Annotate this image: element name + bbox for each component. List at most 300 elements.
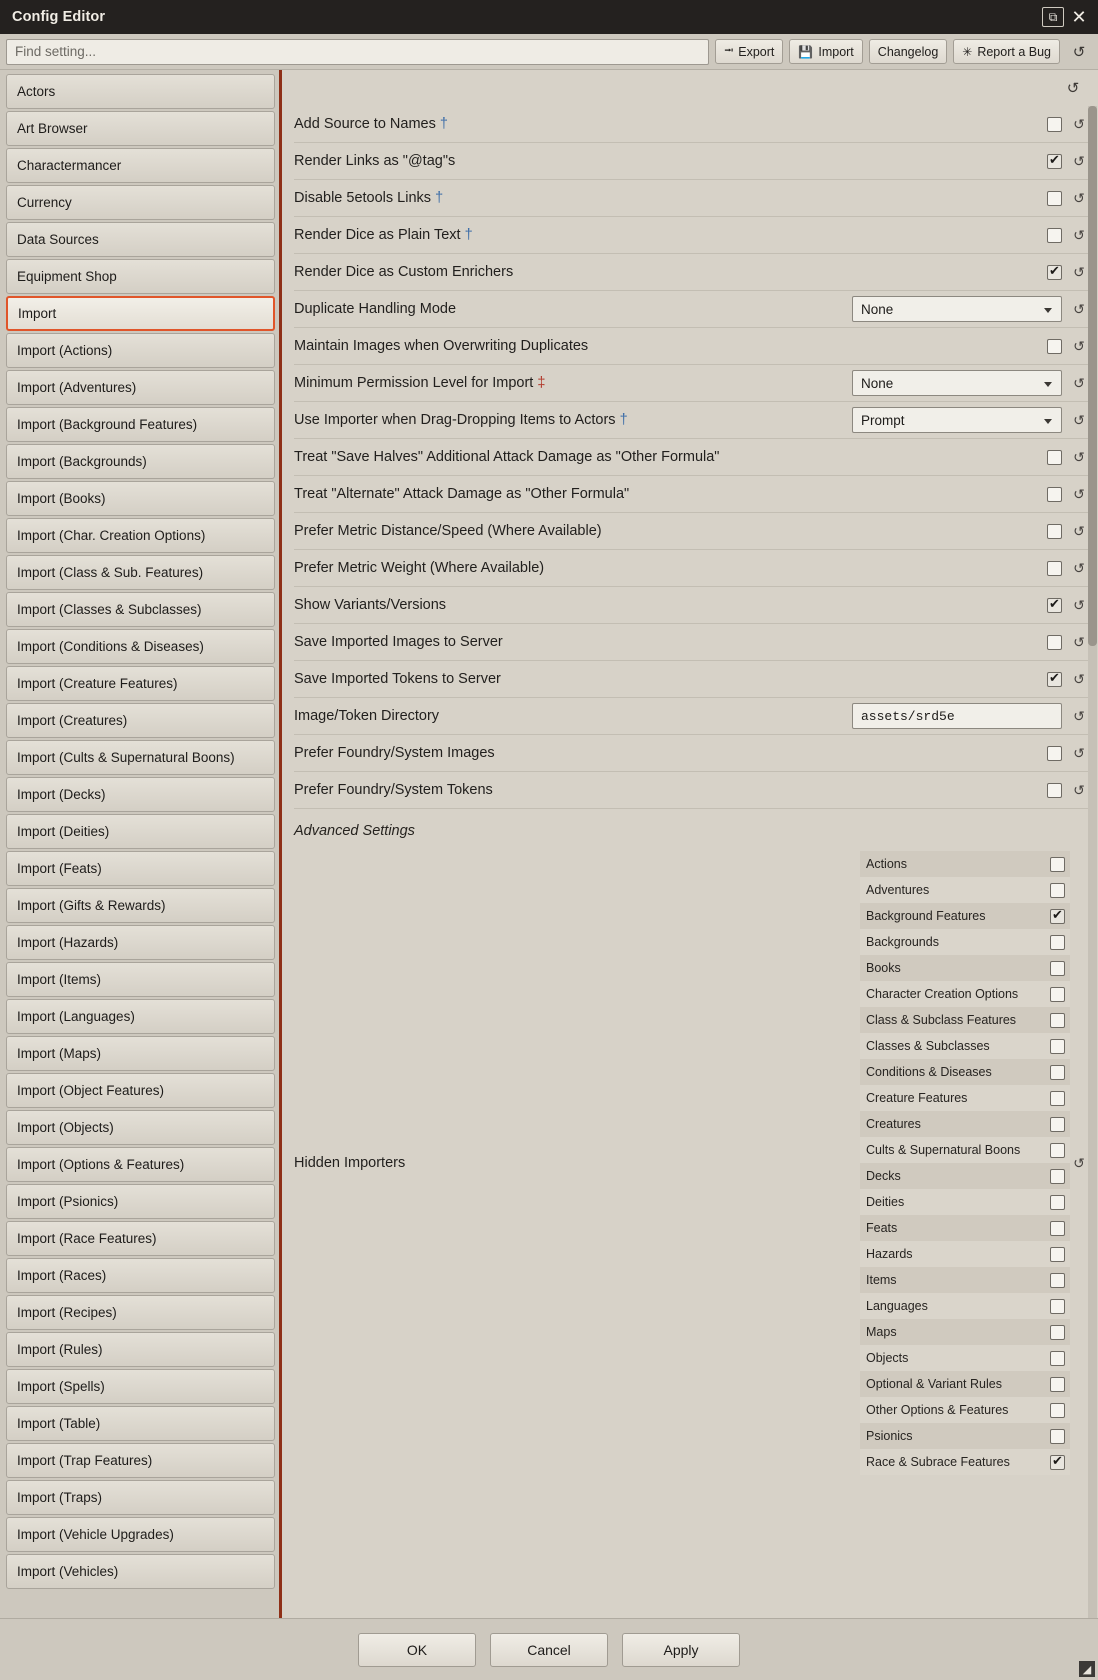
export-icon: ⭲: [724, 43, 734, 57]
hidden-importer-checkbox[interactable]: [1050, 1039, 1065, 1054]
setting-row: [294, 587, 1088, 624]
hidden-importer-checkbox[interactable]: [1050, 1169, 1065, 1184]
import-button[interactable]: [789, 39, 862, 64]
hidden-importer-checkbox[interactable]: [1050, 1195, 1065, 1210]
setting-control: [1047, 523, 1088, 540]
sidebar-item-import-vehicle-upgrades[interactable]: [6, 1517, 275, 1552]
sidebar-item-label: Import (Race Features): [17, 1231, 157, 1246]
hidden-importer-checkbox[interactable]: [1050, 1273, 1065, 1288]
setting-checkbox[interactable]: [1047, 561, 1062, 576]
setting-reset-icon[interactable]: ↺: [1073, 337, 1085, 354]
hidden-importer-row[interactable]: [860, 1449, 1070, 1475]
setting-checkbox[interactable]: [1047, 487, 1062, 502]
close-icon[interactable]: ✕: [1071, 6, 1087, 27]
setting-control: [1047, 449, 1088, 466]
setting-label-text: Add Source to Names: [294, 116, 436, 132]
setting-control: [1047, 486, 1088, 503]
hidden-importer-row[interactable]: [860, 1111, 1070, 1137]
setting-marker: ‡: [537, 375, 546, 391]
sidebar-item-label: Import (Items): [17, 972, 102, 987]
hidden-importer-checkbox[interactable]: [1050, 1299, 1065, 1314]
setting-dropdown-value: None: [861, 301, 894, 317]
sidebar-item-label: Import (Traps): [17, 1490, 103, 1505]
hidden-importer-label: Optional & Variant Rules: [866, 1377, 1002, 1391]
main-scrollbar[interactable]: [1088, 106, 1097, 1618]
changelog-button[interactable]: [869, 39, 947, 64]
sidebar-item-label: Equipment Shop: [17, 269, 117, 284]
setting-row: [294, 217, 1088, 254]
sidebar-item-import[interactable]: [6, 296, 275, 331]
setting-row: [294, 365, 1088, 402]
hidden-importer-checkbox[interactable]: [1050, 1065, 1065, 1080]
advanced-settings-heading: Advanced Settings: [294, 823, 415, 839]
setting-reset-icon[interactable]: ↺: [1073, 374, 1085, 391]
hidden-importer-checkbox[interactable]: [1050, 1455, 1065, 1470]
setting-label: [294, 375, 844, 391]
hidden-importer-label: Class & Subclass Features: [866, 1013, 1017, 1027]
sidebar-item-import-background-features[interactable]: [6, 407, 275, 442]
setting-control: [1047, 745, 1088, 762]
hidden-importer-checkbox[interactable]: [1050, 1143, 1065, 1158]
sidebar-item-import-actions[interactable]: [6, 333, 275, 368]
sidebar-item-import-backgrounds[interactable]: [6, 444, 275, 479]
sidebar-item-equipment-shop[interactable]: [6, 259, 275, 294]
hidden-importer-row[interactable]: [860, 1293, 1070, 1319]
sidebar-item-import-options-features[interactable]: [6, 1147, 275, 1182]
sidebar-item-import-vehicles[interactable]: [6, 1554, 275, 1589]
sidebar-item-label: Import (Vehicles): [17, 1564, 119, 1579]
sidebar-item-label: Import (Vehicle Upgrades): [17, 1527, 174, 1542]
hidden-importer-checkbox[interactable]: [1050, 935, 1065, 950]
settings-list: [294, 106, 1088, 809]
reset-section-icon[interactable]: ↺: [1066, 80, 1080, 97]
setting-row: [294, 513, 1088, 550]
bug-icon: ✳: [962, 44, 973, 59]
sidebar-item-label: Import (Char. Creation Options): [17, 528, 206, 543]
setting-label-text: Disable 5etools Links: [294, 190, 432, 206]
settings-panel: [282, 70, 1098, 1618]
hidden-importer-label: Conditions & Diseases: [866, 1065, 992, 1079]
main-scrollbar-thumb[interactable]: [1088, 106, 1097, 646]
sidebar-item-import-creatures[interactable]: [6, 703, 275, 738]
sidebar-item-label: Import (Conditions & Diseases): [17, 639, 204, 654]
sidebar-item-label: Import (Races): [17, 1268, 107, 1283]
setting-checkbox[interactable]: [1047, 191, 1062, 206]
hidden-importers-list[interactable]: [860, 851, 1070, 1475]
setting-label-text: Show Variants/Versions: [294, 597, 447, 613]
setting-checkbox[interactable]: [1047, 635, 1062, 650]
setting-label: [294, 597, 1039, 613]
setting-label: [294, 486, 1039, 502]
setting-checkbox[interactable]: [1047, 746, 1062, 761]
setting-reset-icon[interactable]: ↺: [1073, 411, 1085, 428]
sidebar-item-label: Import (Creatures): [17, 713, 128, 728]
sidebar-item-import-races[interactable]: [6, 1258, 275, 1293]
sidebar-item-label: Import (Adventures): [17, 380, 137, 395]
hidden-importer-checkbox[interactable]: [1050, 1221, 1065, 1236]
hidden-importers-setting: [294, 845, 1088, 1475]
setting-control: [1047, 782, 1088, 799]
setting-reset-icon[interactable]: ↺: [1073, 152, 1085, 169]
hidden-importer-label: Actions: [866, 857, 907, 871]
sidebar-item-import-spells[interactable]: [6, 1369, 275, 1404]
sidebar-item-label: Art Browser: [17, 121, 88, 136]
report-bug-label: Report a Bug: [977, 44, 1051, 59]
setting-reset-icon[interactable]: ↺: [1073, 522, 1085, 539]
sidebar-item-import-items[interactable]: [6, 962, 275, 997]
setting-row: [294, 735, 1088, 772]
hidden-importers-reset-icon[interactable]: ↺: [1073, 1154, 1085, 1171]
sidebar-item-import-traps[interactable]: [6, 1480, 275, 1515]
hidden-importer-row[interactable]: [860, 1345, 1070, 1371]
sidebar-item-import-recipes[interactable]: [6, 1295, 275, 1330]
hidden-importer-checkbox[interactable]: [1050, 1091, 1065, 1106]
sidebar-item-label: Import (Classes & Subclasses): [17, 602, 202, 617]
setting-label-text: Prefer Foundry/System Tokens: [294, 782, 493, 798]
setting-reset-icon[interactable]: ↺: [1073, 559, 1085, 576]
setting-control: [852, 703, 1088, 729]
sidebar-item-label: Import (Books): [17, 491, 106, 506]
sidebar-item-label: Import (Psionics): [17, 1194, 119, 1209]
setting-control: [1047, 597, 1088, 614]
hidden-importer-row[interactable]: [860, 1007, 1070, 1033]
sidebar-item-label: Import (Decks): [17, 787, 106, 802]
sidebar-item-label: Charactermancer: [17, 158, 122, 173]
hidden-importer-label: Background Features: [866, 909, 986, 923]
setting-marker: †: [619, 412, 628, 428]
setting-label: [294, 338, 1039, 354]
sidebar-item-label: Import (Backgrounds): [17, 454, 147, 469]
setting-marker: †: [439, 116, 448, 132]
hidden-importer-row[interactable]: [860, 1137, 1070, 1163]
sidebar-item-import-gifts-rewards[interactable]: [6, 888, 275, 923]
setting-row: [294, 180, 1088, 217]
hidden-importer-label: Maps: [866, 1325, 897, 1339]
sidebar-item-import-conditions-diseases[interactable]: [6, 629, 275, 664]
sidebar-item-import-race-features[interactable]: [6, 1221, 275, 1256]
setting-dropdown[interactable]: [852, 370, 1062, 396]
setting-row: [294, 661, 1088, 698]
hidden-importer-row[interactable]: [860, 955, 1070, 981]
cancel-button[interactable]: [490, 1633, 608, 1667]
sidebar-item-import-object-features[interactable]: [6, 1073, 275, 1108]
panel-header: [294, 70, 1088, 106]
setting-reset-icon[interactable]: ↺: [1073, 448, 1085, 465]
setting-label: [294, 745, 1039, 761]
hidden-importer-label: Objects: [866, 1351, 909, 1365]
setting-row: [294, 106, 1088, 143]
setting-row: [294, 550, 1088, 587]
sidebar-item-label: Import (Gifts & Rewards): [17, 898, 166, 913]
sidebar-item-label: Import (Hazards): [17, 935, 119, 950]
changelog-label: Changelog: [877, 44, 939, 59]
sidebar-item-import-languages[interactable]: [6, 999, 275, 1034]
sidebar-item-label: Import (Recipes): [17, 1305, 117, 1320]
sidebar-item-import-classes-subclasses[interactable]: [6, 592, 275, 627]
hidden-importer-checkbox[interactable]: [1050, 987, 1065, 1002]
setting-label-text: Prefer Foundry/System Images: [294, 745, 495, 761]
hidden-importer-checkbox[interactable]: [1050, 1351, 1065, 1366]
sidebar-item-label: Import (Creature Features): [17, 676, 178, 691]
hidden-importer-label: Items: [866, 1273, 897, 1287]
sidebar-item-import-creature-features[interactable]: [6, 666, 275, 701]
sidebar-item-import-deities[interactable]: [6, 814, 275, 849]
reset-all-icon[interactable]: ↺: [1072, 43, 1086, 61]
setting-control: [1047, 671, 1088, 688]
setting-label-text: Save Imported Images to Server: [294, 634, 503, 650]
sidebar-item-currency[interactable]: [6, 185, 275, 220]
sidebar-item-import-table[interactable]: [6, 1406, 275, 1441]
hidden-importer-row[interactable]: [860, 903, 1070, 929]
sidebar-item-label: Import (Object Features): [17, 1083, 165, 1098]
setting-reset-icon[interactable]: ↺: [1073, 781, 1085, 798]
export-button[interactable]: [715, 39, 783, 64]
cancel-label: Cancel: [527, 1641, 571, 1658]
hidden-importer-checkbox[interactable]: [1050, 1325, 1065, 1340]
sidebar-item-charactermancer[interactable]: [6, 148, 275, 183]
hidden-importer-label: Adventures: [866, 883, 930, 897]
hidden-importer-checkbox[interactable]: [1050, 1117, 1065, 1132]
setting-label: [294, 449, 1039, 465]
setting-reset-icon[interactable]: ↺: [1073, 485, 1085, 502]
hidden-importer-row[interactable]: [860, 877, 1070, 903]
setting-row: [294, 698, 1088, 735]
setting-row: [294, 476, 1088, 513]
sidebar-item-import-cults-supernatural-boons[interactable]: [6, 740, 275, 775]
window-title: Config Editor: [12, 9, 106, 25]
setting-checkbox[interactable]: [1047, 598, 1062, 613]
setting-dropdown[interactable]: [852, 296, 1062, 322]
setting-row: [294, 143, 1088, 180]
hidden-importer-row[interactable]: [860, 1059, 1070, 1085]
setting-text-input[interactable]: [852, 703, 1062, 729]
setting-control: [852, 370, 1088, 396]
apply-label: Apply: [663, 1641, 699, 1658]
ok-button[interactable]: [358, 1633, 476, 1667]
hidden-importer-checkbox[interactable]: [1050, 1429, 1065, 1444]
setting-label-text: Render Links as "@tag"s: [294, 153, 456, 169]
hidden-importer-row[interactable]: [860, 929, 1070, 955]
hidden-importer-row[interactable]: [860, 1397, 1070, 1423]
setting-control: [852, 407, 1088, 433]
sidebar-item-label: Currency: [17, 195, 72, 210]
sidebar-item-label: Import (Cults & Supernatural Boons): [17, 750, 235, 765]
hidden-importer-checkbox[interactable]: [1050, 883, 1065, 898]
settings-category-sidebar[interactable]: [0, 70, 282, 1618]
hidden-importer-label: Decks: [866, 1169, 901, 1183]
sidebar-item-label: Import (Options & Features): [17, 1157, 185, 1172]
export-label: Export: [738, 44, 775, 59]
hidden-importer-row[interactable]: [860, 1189, 1070, 1215]
setting-label: [294, 523, 1039, 539]
setting-checkbox[interactable]: [1047, 154, 1062, 169]
hidden-importer-row[interactable]: [860, 1033, 1070, 1059]
sidebar-item-label: Import (Table): [17, 1416, 101, 1431]
setting-reset-icon[interactable]: ↺: [1073, 670, 1085, 687]
setting-control: [1047, 116, 1088, 133]
setting-checkbox[interactable]: [1047, 450, 1062, 465]
setting-control: [852, 296, 1088, 322]
setting-label-text: Duplicate Handling Mode: [294, 301, 457, 317]
setting-control: [1047, 634, 1088, 651]
sidebar-item-import-char-creation-options[interactable]: [6, 518, 275, 553]
sidebar-item-label: Import (Spells): [17, 1379, 105, 1394]
sidebar-item-art-browser[interactable]: [6, 111, 275, 146]
setting-label: [294, 116, 1039, 132]
setting-checkbox[interactable]: [1047, 117, 1062, 132]
setting-label-text: Maintain Images when Overwriting Duplicates: [294, 338, 589, 354]
sidebar-item-import-objects[interactable]: [6, 1110, 275, 1145]
setting-label-text: Render Dice as Custom Enrichers: [294, 264, 514, 280]
setting-label: [294, 301, 844, 317]
hidden-importer-checkbox[interactable]: [1050, 1013, 1065, 1028]
hidden-importer-row[interactable]: [860, 1163, 1070, 1189]
setting-label-text: Save Imported Tokens to Server: [294, 671, 501, 687]
sidebar-item-label: Import (Languages): [17, 1009, 135, 1024]
setting-checkbox[interactable]: [1047, 339, 1062, 354]
setting-label-text: Use Importer when Drag-Dropping Items to Actors: [294, 412, 616, 428]
title-bar: [0, 0, 1098, 34]
hidden-importer-checkbox[interactable]: [1050, 857, 1065, 872]
setting-label: [294, 634, 1039, 650]
sidebar-item-actors[interactable]: [6, 74, 275, 109]
hidden-importers-label: Hidden Importers: [294, 1155, 406, 1171]
hidden-importer-label: Creature Features: [866, 1091, 968, 1105]
hidden-importer-checkbox[interactable]: [1050, 1247, 1065, 1262]
setting-label-text: Minimum Permission Level for Import: [294, 375, 534, 391]
hidden-importer-label: Backgrounds: [866, 935, 939, 949]
resize-grip[interactable]: ◢: [1079, 1661, 1095, 1677]
sidebar-item-label: Import (Actions): [17, 343, 113, 358]
setting-row: [294, 402, 1088, 439]
setting-control: [1047, 227, 1088, 244]
sidebar-item-import-maps[interactable]: [6, 1036, 275, 1071]
sidebar-item-import-decks[interactable]: [6, 777, 275, 812]
setting-label-text: Render Dice as Plain Text: [294, 227, 461, 243]
hidden-importer-label: Languages: [866, 1299, 928, 1313]
body: [0, 70, 1098, 1618]
setting-label: [294, 671, 1039, 687]
sidebar-item-data-sources[interactable]: [6, 222, 275, 257]
sidebar-item-label: Data Sources: [17, 232, 99, 247]
hidden-importer-checkbox[interactable]: [1050, 961, 1065, 976]
setting-reset-icon[interactable]: ↺: [1073, 115, 1085, 132]
apply-button[interactable]: [622, 1633, 740, 1667]
setting-control: [1047, 560, 1088, 577]
setting-checkbox[interactable]: [1047, 265, 1062, 280]
hidden-importer-label: Hazards: [866, 1247, 913, 1261]
sidebar-item-import-trap-features[interactable]: [6, 1443, 275, 1478]
sidebar-item-label: Import (Maps): [17, 1046, 102, 1061]
setting-reset-icon[interactable]: ↺: [1073, 300, 1085, 317]
setting-text-value: assets/srd5e: [861, 708, 955, 724]
report-bug-button[interactable]: [953, 39, 1060, 64]
setting-dropdown[interactable]: [852, 407, 1062, 433]
popout-icon[interactable]: ⧉: [1042, 7, 1064, 27]
import-label: Import: [818, 44, 854, 59]
sidebar-item-label: Import (Class & Sub. Features): [17, 565, 204, 580]
setting-reset-icon[interactable]: ↺: [1073, 633, 1085, 650]
hidden-importer-label: Books: [866, 961, 901, 975]
hidden-importer-checkbox[interactable]: [1050, 909, 1065, 924]
setting-label-text: Prefer Metric Distance/Speed (Where Available): [294, 523, 602, 539]
hidden-importer-row[interactable]: [860, 1423, 1070, 1449]
hidden-importer-row[interactable]: [860, 981, 1070, 1007]
setting-label-text: Prefer Metric Weight (Where Available): [294, 560, 545, 576]
setting-checkbox[interactable]: [1047, 524, 1062, 539]
sidebar-item-import-rules[interactable]: [6, 1332, 275, 1367]
hidden-importer-checkbox[interactable]: [1050, 1377, 1065, 1392]
hidden-importer-checkbox[interactable]: [1050, 1403, 1065, 1418]
setting-label-text: Image/Token Directory: [294, 708, 440, 724]
sidebar-item-label: Import (Feats): [17, 861, 102, 876]
setting-dropdown-value: Prompt: [861, 412, 905, 428]
hidden-importer-row[interactable]: [860, 1371, 1070, 1397]
setting-checkbox[interactable]: [1047, 783, 1062, 798]
hidden-importer-row[interactable]: [860, 1085, 1070, 1111]
hidden-importer-label: Creatures: [866, 1117, 921, 1131]
sidebar-item-import-hazards[interactable]: [6, 925, 275, 960]
setting-label-text: Treat "Alternate" Attack Damage as "Other Formula": [294, 486, 630, 502]
setting-label: [294, 227, 1039, 243]
setting-checkbox[interactable]: [1047, 672, 1062, 687]
sidebar-item-import-feats[interactable]: [6, 851, 275, 886]
sidebar-item-import-books[interactable]: [6, 481, 275, 516]
setting-label: [294, 708, 844, 724]
import-icon: 💾: [798, 44, 814, 59]
setting-dropdown-value: None: [861, 375, 894, 391]
setting-row: [294, 291, 1088, 328]
ok-label: OK: [406, 1641, 428, 1658]
sidebar-item-label: Import (Objects): [17, 1120, 114, 1135]
setting-label: [294, 782, 1039, 798]
setting-row: [294, 328, 1088, 365]
hidden-importer-row[interactable]: [860, 1241, 1070, 1267]
setting-reset-icon[interactable]: ↺: [1073, 744, 1085, 761]
setting-control: [1047, 264, 1088, 281]
setting-marker: †: [435, 190, 444, 206]
toolbar: [0, 34, 1098, 70]
hidden-importer-row[interactable]: [860, 1267, 1070, 1293]
sidebar-item-import-psionics[interactable]: [6, 1184, 275, 1219]
search-input[interactable]: [6, 39, 709, 65]
hidden-importer-label: Character Creation Options: [866, 987, 1019, 1001]
setting-reset-icon[interactable]: ↺: [1073, 189, 1085, 206]
setting-row: [294, 254, 1088, 291]
sidebar-item-label: Import (Deities): [17, 824, 110, 839]
footer: [0, 1618, 1098, 1680]
setting-label: [294, 560, 1039, 576]
hidden-importer-row[interactable]: [860, 851, 1070, 877]
setting-label: [294, 264, 1039, 280]
sidebar-item-label: Import (Trap Features): [17, 1453, 153, 1468]
setting-reset-icon[interactable]: ↺: [1073, 263, 1085, 280]
setting-reset-icon[interactable]: ↺: [1073, 707, 1085, 724]
hidden-importer-label: Feats: [866, 1221, 898, 1235]
sidebar-item-import-adventures[interactable]: [6, 370, 275, 405]
setting-reset-icon[interactable]: ↺: [1073, 596, 1085, 613]
hidden-importer-row[interactable]: [860, 1215, 1070, 1241]
hidden-importer-label: Deities: [866, 1195, 905, 1209]
setting-reset-icon[interactable]: ↺: [1073, 226, 1085, 243]
setting-control: [1047, 153, 1088, 170]
hidden-importer-row[interactable]: [860, 1319, 1070, 1345]
setting-label: [294, 190, 1039, 206]
setting-checkbox[interactable]: [1047, 228, 1062, 243]
setting-row: [294, 439, 1088, 476]
setting-label: [294, 153, 1039, 169]
sidebar-item-import-class-sub-features[interactable]: [6, 555, 275, 590]
